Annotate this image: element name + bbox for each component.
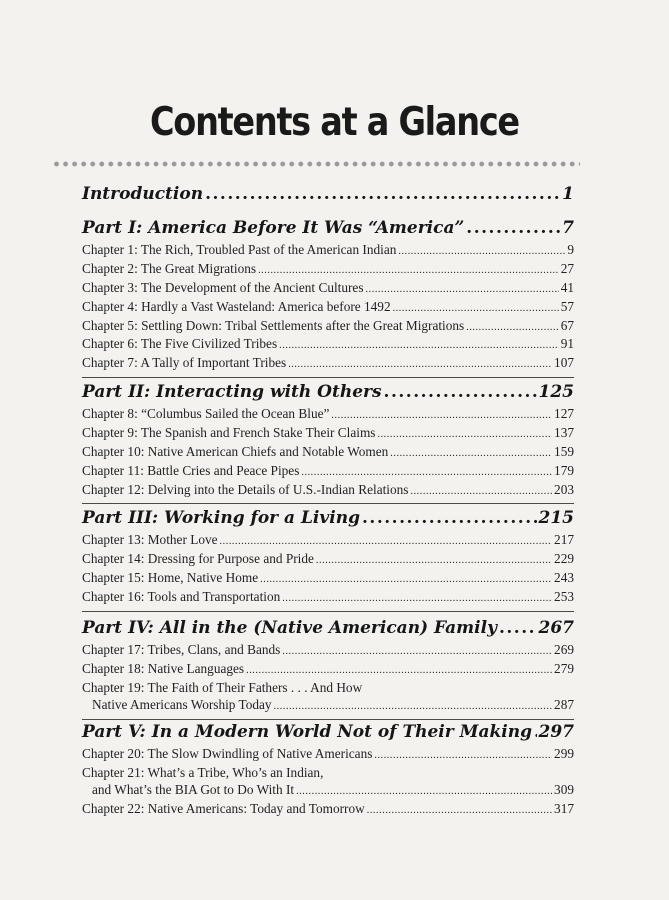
toc-part-5 — [82, 722, 574, 820]
dot-leader — [367, 805, 552, 816]
part-page: 125 — [538, 382, 574, 402]
chapter-entry — [82, 589, 574, 608]
toc-part-4 — [82, 618, 574, 723]
chapter-label: Chapter 7: A Tally of Important Tribes — [82, 355, 287, 371]
chapter-entry — [82, 242, 574, 261]
entry-page: 1 — [562, 184, 574, 204]
chapter-page: 107 — [554, 355, 574, 371]
chapter-entry — [82, 318, 574, 337]
chapter-label: Chapter 9: The Spanish and French Stake Their Claims — [82, 424, 376, 440]
chapter-page: 9 — [567, 242, 574, 257]
chapter-entry — [82, 642, 574, 661]
chapter-page: 137 — [554, 424, 574, 440]
chapter-entry — [82, 746, 574, 765]
part-heading — [82, 218, 574, 242]
dot-leader — [246, 665, 552, 676]
section-divider — [82, 503, 574, 504]
chapter-label: Chapter 12: Delving into the Details of U.S.-Indian Relations — [82, 481, 409, 497]
chapter-page: 57 — [560, 298, 574, 314]
chapter-entry — [82, 532, 574, 551]
chapter-label: and What’s the BIA Got to Do With It — [92, 781, 295, 797]
dot-leader — [331, 410, 552, 421]
dotted-divider — [52, 160, 580, 168]
chapter-entry — [82, 355, 574, 374]
dot-leader — [410, 486, 552, 497]
chapter-entry — [82, 570, 574, 589]
chapter-page: 309 — [554, 781, 574, 797]
chapter-page: 269 — [554, 642, 574, 657]
part-label: Part IV: All in the (Native American) Family — [82, 618, 497, 638]
chapter-entry — [82, 336, 574, 355]
chapter-label: Chapter 8: “Columbus Sailed the Ocean Blue” — [82, 406, 330, 421]
chapter-page: 243 — [554, 569, 574, 585]
dot-leader — [260, 574, 552, 585]
toc-part-3 — [82, 508, 574, 615]
chapter-entry-line1: Chapter 19: The Faith of Their Fathers . . . And How — [82, 679, 363, 695]
dot-leader — [282, 593, 552, 604]
chapter-label: Chapter 14: Dressing for Purpose and Pride — [82, 550, 314, 566]
toc-part-1 — [82, 218, 574, 381]
chapter-entry-line1: Chapter 21: What’s a Tribe, Who’s an Indian, — [82, 764, 324, 780]
chapter-label: Chapter 3: The Development of the Ancient Cultures — [82, 279, 364, 295]
part-label: Part V: In a Modern World Not of Their Making — [82, 722, 532, 742]
chapter-label: Chapter 22: Native Americans: Today and Tomorrow — [82, 800, 365, 816]
chapter-label: Chapter 4: Hardly a Vast Wasteland: America before 1492 — [82, 298, 391, 314]
dot-leader — [282, 646, 552, 657]
chapter-entry — [82, 299, 574, 318]
chapter-page: 229 — [554, 550, 574, 566]
chapter-label: Chapter 17: Tribes, Clans, and Bands — [82, 642, 281, 657]
dot-leader — [279, 340, 559, 351]
dot-leader — [377, 429, 552, 440]
chapter-page: 159 — [554, 443, 574, 459]
dot-leader — [374, 750, 552, 761]
dot-leader — [205, 184, 560, 204]
chapter-label: Chapter 1: The Rich, Troubled Past of the American Indian — [82, 242, 397, 257]
chapter-page: 41 — [560, 279, 574, 295]
chapter-page: 67 — [560, 317, 574, 333]
section-divider — [82, 719, 574, 720]
dot-leader — [288, 359, 552, 370]
dot-leader — [296, 786, 552, 797]
page-title: Contents at a Glance — [149, 100, 519, 145]
dot-leader — [466, 218, 560, 238]
chapter-entry — [82, 406, 574, 425]
entry-label: Introduction — [82, 184, 204, 204]
chapter-page: 203 — [554, 481, 574, 497]
chapter-page: 287 — [554, 696, 574, 712]
dot-leader — [534, 722, 537, 742]
chapter-entry — [82, 280, 574, 299]
part-heading — [82, 508, 574, 532]
chapter-entry — [82, 482, 574, 501]
chapter-entry — [82, 261, 574, 280]
dot-leader — [258, 265, 559, 276]
chapter-label: Chapter 20: The Slow Dwindling of Native Americans — [82, 746, 373, 761]
chapter-label: Chapter 18: Native Languages — [82, 660, 245, 676]
part-page: 215 — [538, 508, 574, 528]
part-page: 267 — [538, 618, 574, 638]
chapter-page: 127 — [554, 406, 574, 421]
dot-leader — [362, 508, 537, 528]
chapter-entry — [82, 463, 574, 482]
chapter-page: 179 — [554, 462, 574, 478]
toc-introduction — [82, 184, 574, 208]
part-page: 297 — [538, 722, 574, 742]
dot-leader — [499, 618, 537, 638]
chapter-entry — [82, 444, 574, 463]
chapter-page: 299 — [554, 746, 574, 761]
chapter-page: 317 — [554, 800, 574, 816]
part-page: 7 — [562, 218, 574, 238]
chapter-entry — [82, 801, 574, 820]
chapter-label: Chapter 6: The Five Civilized Tribes — [82, 336, 278, 352]
chapter-page: 279 — [554, 660, 574, 676]
part-heading — [82, 722, 574, 746]
dot-leader — [301, 467, 552, 478]
chapter-entry — [82, 661, 574, 680]
dot-leader — [398, 246, 565, 257]
chapter-label: Chapter 15: Home, Native Home — [82, 569, 259, 585]
chapter-label: Chapter 16: Tools and Transportation — [82, 588, 281, 604]
dot-leader — [393, 303, 559, 314]
chapter-label: Chapter 13: Mother Love — [82, 532, 218, 547]
part-label: Part II: Interacting with Others — [82, 382, 382, 402]
section-divider — [82, 377, 574, 378]
dot-leader — [220, 536, 553, 547]
part-label: Part I: America Before It Was “America” — [82, 218, 465, 238]
dot-leader — [466, 322, 558, 333]
toc-entry-introduction — [82, 184, 574, 208]
chapter-page: 253 — [554, 588, 574, 604]
chapter-label: Chapter 10: Native American Chiefs and Notable Women — [82, 443, 389, 459]
toc-part-2 — [82, 382, 574, 507]
chapter-entry — [82, 551, 574, 570]
part-heading — [82, 382, 574, 406]
part-heading — [82, 618, 574, 642]
dot-leader — [274, 701, 552, 712]
chapter-label: Chapter 11: Battle Cries and Peace Pipes — [82, 462, 300, 478]
section-divider — [82, 611, 574, 612]
chapter-label: Native Americans Worship Today — [92, 696, 272, 712]
dot-leader — [384, 382, 537, 402]
chapter-entry — [82, 425, 574, 444]
dot-leader — [390, 448, 552, 459]
chapter-label: Chapter 5: Settling Down: Tribal Settlements after the Great Migrations — [82, 317, 465, 333]
chapter-entry — [82, 697, 574, 716]
part-label: Part III: Working for a Living — [82, 508, 360, 528]
dot-leader — [316, 555, 552, 566]
dot-leader — [366, 284, 559, 295]
chapter-page: 27 — [560, 260, 574, 276]
chapter-entry — [82, 782, 574, 801]
chapter-label: Chapter 2: The Great Migrations — [82, 260, 257, 276]
chapter-page: 217 — [554, 532, 574, 547]
chapter-page: 91 — [560, 336, 574, 352]
